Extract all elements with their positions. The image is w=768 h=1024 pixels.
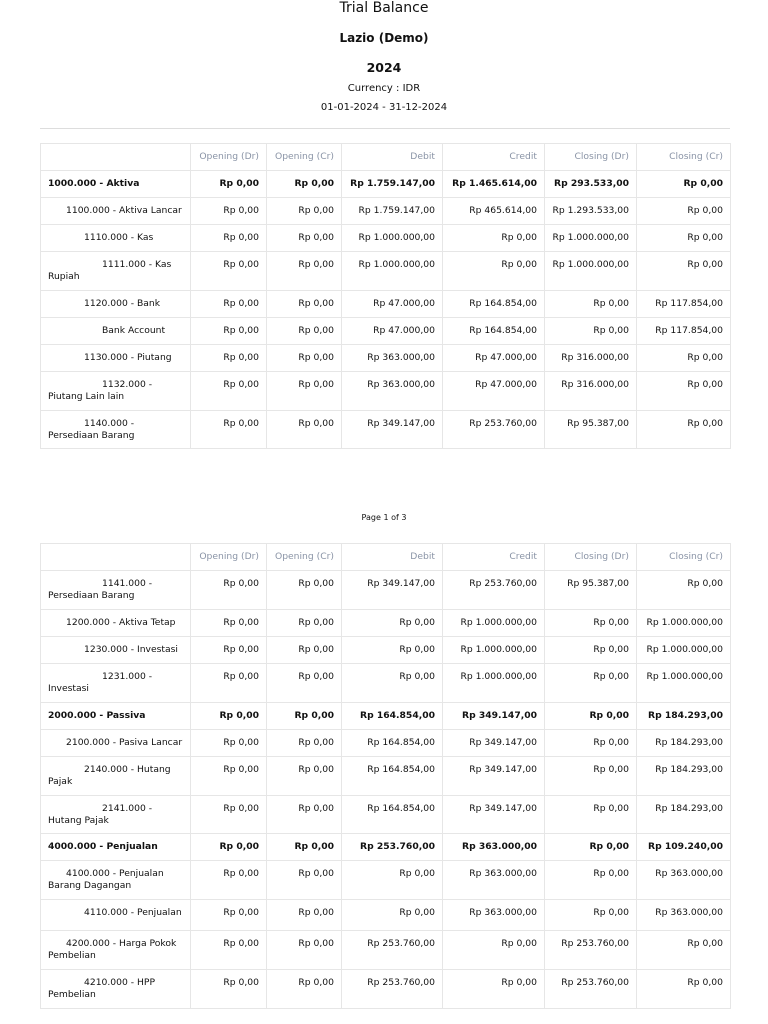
column-header-credit: Credit [443, 144, 545, 171]
account-name-cell [41, 757, 191, 796]
report-year: 2024 [366, 60, 402, 75]
cell-credit: Rp 0,00 [443, 225, 545, 252]
cell-closing-dr: Rp 0,00 [545, 664, 637, 703]
cell-opening-dr: Rp 0,00 [191, 291, 267, 318]
account-name: Bank Account [102, 325, 166, 336]
column-header-credit: Credit [443, 544, 545, 571]
cell-opening-dr: Rp 0,00 [191, 664, 267, 703]
account-name: 1120.000 - Bank [84, 298, 161, 309]
cell-opening-dr: Rp 0,00 [191, 703, 267, 730]
account-name: 4210.000 - HPP Pembelian [48, 977, 155, 1000]
column-header-debit: Debit [342, 144, 443, 171]
account-name: 2140.000 - Hutang Pajak [48, 764, 171, 787]
cell-closing-dr: Rp 0,00 [545, 291, 637, 318]
cell-closing-cr: Rp 0,00 [637, 571, 731, 610]
cell-opening-dr: Rp 0,00 [191, 318, 267, 345]
cell-closing-dr: Rp 0,00 [545, 703, 637, 730]
cell-credit: Rp 349.147,00 [443, 703, 545, 730]
cell-closing-cr: Rp 184.293,00 [637, 796, 731, 834]
table-row [41, 610, 731, 637]
account-name-cell [41, 411, 191, 449]
account-name: 1111.000 - Kas Rupiah [48, 259, 172, 282]
table-row [41, 318, 731, 345]
table-row [41, 703, 731, 730]
account-name: 2100.000 - Pasiva Lancar [66, 737, 183, 748]
cell-debit: Rp 1.000.000,00 [342, 252, 443, 291]
table-row [41, 411, 731, 449]
cell-closing-cr: Rp 1.000.000,00 [637, 664, 731, 703]
cell-closing-cr: Rp 0,00 [637, 931, 731, 970]
table-row [41, 171, 731, 198]
cell-opening-dr: Rp 0,00 [191, 730, 267, 757]
account-name: 1141.000 - Persediaan Barang [48, 578, 153, 601]
cell-closing-dr: Rp 316.000,00 [545, 345, 637, 372]
account-name-cell [41, 318, 191, 345]
cell-opening-cr: Rp 0,00 [267, 411, 342, 449]
table-row [41, 637, 731, 664]
account-name: 2141.000 - Hutang Pajak [48, 803, 153, 826]
cell-opening-cr: Rp 0,00 [267, 703, 342, 730]
cell-closing-dr: Rp 1.000.000,00 [545, 252, 637, 291]
cell-closing-dr: Rp 0,00 [545, 318, 637, 345]
column-header-closing-dr: Closing (Dr) [545, 144, 637, 171]
cell-credit: Rp 164.854,00 [443, 318, 545, 345]
cell-closing-dr: Rp 95.387,00 [545, 411, 637, 449]
cell-closing-dr: Rp 253.760,00 [545, 931, 637, 970]
cell-debit: Rp 253.760,00 [342, 970, 443, 1009]
account-name-cell [41, 198, 191, 225]
cell-closing-dr: Rp 316.000,00 [545, 372, 637, 411]
cell-opening-dr: Rp 0,00 [191, 411, 267, 449]
account-name: 1132.000 - Piutang Lain lain [48, 379, 153, 402]
account-name-cell [41, 252, 191, 291]
cell-opening-cr: Rp 0,00 [267, 730, 342, 757]
cell-closing-cr: Rp 109.240,00 [637, 834, 731, 861]
cell-opening-dr: Rp 0,00 [191, 252, 267, 291]
trial-balance-table-page-2 [40, 543, 731, 1009]
account-name-cell [41, 970, 191, 1009]
cell-credit: Rp 253.760,00 [443, 571, 545, 610]
column-header-debit: Debit [342, 544, 443, 571]
cell-opening-dr: Rp 0,00 [191, 796, 267, 834]
table-row [41, 931, 731, 970]
table-header-row [41, 544, 731, 571]
cell-closing-cr: Rp 0,00 [637, 198, 731, 225]
cell-closing-dr: Rp 0,00 [545, 730, 637, 757]
cell-opening-dr: Rp 0,00 [191, 757, 267, 796]
cell-credit: Rp 0,00 [443, 931, 545, 970]
cell-debit: Rp 0,00 [342, 900, 443, 931]
cell-opening-cr: Rp 0,00 [267, 372, 342, 411]
header-divider [40, 128, 730, 129]
account-name-cell [41, 861, 191, 900]
account-name: 4110.000 - Penjualan [84, 907, 182, 918]
table-row [41, 757, 731, 796]
cell-credit: Rp 363.000,00 [443, 900, 545, 931]
cell-credit: Rp 253.760,00 [443, 411, 545, 449]
account-name: 4100.000 - Penjualan Barang Dagangan [48, 868, 164, 891]
cell-debit: Rp 0,00 [342, 637, 443, 664]
cell-opening-cr: Rp 0,00 [267, 345, 342, 372]
cell-opening-cr: Rp 0,00 [267, 318, 342, 345]
column-header-opening-dr: Opening (Dr) [191, 144, 267, 171]
report-title: Trial Balance [339, 0, 429, 16]
cell-opening-cr: Rp 0,00 [267, 291, 342, 318]
account-name-cell [41, 571, 191, 610]
cell-opening-cr: Rp 0,00 [267, 861, 342, 900]
cell-debit: Rp 47.000,00 [342, 291, 443, 318]
cell-debit: Rp 0,00 [342, 861, 443, 900]
cell-closing-dr: Rp 1.293.533,00 [545, 198, 637, 225]
cell-closing-cr: Rp 363.000,00 [637, 900, 731, 931]
table-header-row [41, 144, 731, 171]
account-name: 1231.000 - Investasi [48, 671, 153, 694]
cell-opening-cr: Rp 0,00 [267, 198, 342, 225]
account-name: 1110.000 - Kas [84, 232, 154, 243]
account-name-cell [41, 291, 191, 318]
account-name: 1200.000 - Aktiva Tetap [66, 617, 176, 628]
cell-opening-cr: Rp 0,00 [267, 796, 342, 834]
cell-closing-dr: Rp 0,00 [545, 610, 637, 637]
cell-closing-dr: Rp 0,00 [545, 757, 637, 796]
cell-opening-dr: Rp 0,00 [191, 834, 267, 861]
cell-closing-cr: Rp 0,00 [637, 171, 731, 198]
cell-closing-dr: Rp 1.000.000,00 [545, 225, 637, 252]
cell-closing-cr: Rp 0,00 [637, 372, 731, 411]
account-name: 1230.000 - Investasi [84, 644, 178, 655]
table-row [41, 372, 731, 411]
cell-credit: Rp 0,00 [443, 252, 545, 291]
account-name-cell [41, 664, 191, 703]
table-row [41, 198, 731, 225]
column-header-account [41, 544, 191, 571]
period-range: 01-01-2024 - 31-12-2024 [320, 102, 448, 113]
cell-opening-cr: Rp 0,00 [267, 757, 342, 796]
cell-credit: Rp 0,00 [443, 970, 545, 1009]
table-row [41, 796, 731, 834]
cell-opening-cr: Rp 0,00 [267, 900, 342, 931]
table-row [41, 834, 731, 861]
cell-debit: Rp 0,00 [342, 664, 443, 703]
account-name-cell [41, 900, 191, 931]
cell-debit: Rp 47.000,00 [342, 318, 443, 345]
cell-credit: Rp 1.465.614,00 [443, 171, 545, 198]
cell-closing-cr: Rp 184.293,00 [637, 757, 731, 796]
column-header-closing-dr: Closing (Dr) [545, 544, 637, 571]
account-name-cell [41, 372, 191, 411]
cell-credit: Rp 349.147,00 [443, 757, 545, 796]
cell-credit: Rp 47.000,00 [443, 372, 545, 411]
column-header-opening-cr: Opening (Cr) [267, 544, 342, 571]
cell-closing-cr: Rp 184.293,00 [637, 730, 731, 757]
cell-closing-cr: Rp 0,00 [637, 411, 731, 449]
table-row [41, 225, 731, 252]
table-row [41, 730, 731, 757]
cell-credit: Rp 363.000,00 [443, 834, 545, 861]
cell-opening-cr: Rp 0,00 [267, 834, 342, 861]
account-name-cell [41, 345, 191, 372]
cell-opening-dr: Rp 0,00 [191, 970, 267, 1009]
cell-opening-cr: Rp 0,00 [267, 225, 342, 252]
cell-closing-dr: Rp 0,00 [545, 861, 637, 900]
cell-opening-cr: Rp 0,00 [267, 931, 342, 970]
account-name: 1140.000 - Persediaan Barang [48, 418, 135, 441]
account-name: 1100.000 - Aktiva Lancar [66, 205, 182, 216]
cell-closing-cr: Rp 0,00 [637, 252, 731, 291]
cell-debit: Rp 253.760,00 [342, 931, 443, 970]
column-header-opening-cr: Opening (Cr) [267, 144, 342, 171]
cell-credit: Rp 1.000.000,00 [443, 664, 545, 703]
cell-closing-dr: Rp 95.387,00 [545, 571, 637, 610]
cell-credit: Rp 164.854,00 [443, 291, 545, 318]
cell-closing-dr: Rp 0,00 [545, 637, 637, 664]
cell-opening-dr: Rp 0,00 [191, 931, 267, 970]
table-row [41, 970, 731, 1009]
cell-opening-dr: Rp 0,00 [191, 345, 267, 372]
cell-closing-cr: Rp 0,00 [637, 345, 731, 372]
cell-closing-cr: Rp 1.000.000,00 [637, 610, 731, 637]
table-row [41, 345, 731, 372]
cell-closing-cr: Rp 363.000,00 [637, 861, 731, 900]
cell-debit: Rp 1.000.000,00 [342, 225, 443, 252]
cell-debit: Rp 164.854,00 [342, 730, 443, 757]
cell-opening-cr: Rp 0,00 [267, 171, 342, 198]
cell-credit: Rp 1.000.000,00 [443, 610, 545, 637]
cell-closing-dr: Rp 253.760,00 [545, 970, 637, 1009]
cell-opening-cr: Rp 0,00 [267, 970, 342, 1009]
cell-credit: Rp 47.000,00 [443, 345, 545, 372]
cell-closing-dr: Rp 0,00 [545, 796, 637, 834]
column-header-opening-dr: Opening (Dr) [191, 544, 267, 571]
account-name: 1130.000 - Piutang [84, 352, 172, 363]
account-name-cell [41, 610, 191, 637]
company-name: Lazio (Demo) [339, 31, 429, 45]
table-row [41, 252, 731, 291]
currency-label: Currency : IDR [347, 83, 421, 94]
cell-opening-dr: Rp 0,00 [191, 610, 267, 637]
cell-debit: Rp 0,00 [342, 610, 443, 637]
cell-closing-cr: Rp 0,00 [637, 225, 731, 252]
cell-debit: Rp 349.147,00 [342, 571, 443, 610]
account-name-cell [41, 796, 191, 834]
cell-closing-cr: Rp 117.854,00 [637, 291, 731, 318]
cell-opening-cr: Rp 0,00 [267, 252, 342, 291]
cell-credit: Rp 465.614,00 [443, 198, 545, 225]
cell-debit: Rp 164.854,00 [342, 796, 443, 834]
cell-closing-dr: Rp 293.533,00 [545, 171, 637, 198]
cell-debit: Rp 349.147,00 [342, 411, 443, 449]
cell-opening-dr: Rp 0,00 [191, 637, 267, 664]
cell-debit: Rp 363.000,00 [342, 345, 443, 372]
page-number: Page 1 of 3 [361, 513, 407, 522]
cell-opening-cr: Rp 0,00 [267, 571, 342, 610]
cell-closing-dr: Rp 0,00 [545, 834, 637, 861]
cell-opening-cr: Rp 0,00 [267, 637, 342, 664]
account-name-cell [41, 703, 191, 730]
cell-opening-dr: Rp 0,00 [191, 171, 267, 198]
cell-credit: Rp 363.000,00 [443, 861, 545, 900]
account-name-cell [41, 931, 191, 970]
cell-closing-dr: Rp 0,00 [545, 900, 637, 931]
account-name-cell [41, 225, 191, 252]
cell-opening-cr: Rp 0,00 [267, 664, 342, 703]
account-name: 2000.000 - Passiva [48, 710, 146, 721]
table-row [41, 291, 731, 318]
cell-debit: Rp 164.854,00 [342, 757, 443, 796]
cell-debit: Rp 253.760,00 [342, 834, 443, 861]
cell-credit: Rp 349.147,00 [443, 730, 545, 757]
cell-credit: Rp 1.000.000,00 [443, 637, 545, 664]
cell-opening-dr: Rp 0,00 [191, 225, 267, 252]
trial-balance-table-page-1 [40, 143, 731, 449]
cell-debit: Rp 1.759.147,00 [342, 171, 443, 198]
cell-credit: Rp 349.147,00 [443, 796, 545, 834]
cell-debit: Rp 363.000,00 [342, 372, 443, 411]
account-name-cell [41, 637, 191, 664]
column-header-closing-cr: Closing (Cr) [637, 144, 731, 171]
account-name-cell [41, 730, 191, 757]
account-name-cell [41, 171, 191, 198]
table-row [41, 861, 731, 900]
table-row [41, 900, 731, 931]
cell-opening-cr: Rp 0,00 [267, 610, 342, 637]
cell-closing-cr: Rp 0,00 [637, 970, 731, 1009]
cell-closing-cr: Rp 1.000.000,00 [637, 637, 731, 664]
cell-closing-cr: Rp 117.854,00 [637, 318, 731, 345]
column-header-closing-cr: Closing (Cr) [637, 544, 731, 571]
account-name: 4200.000 - Harga Pokok Pembelian [48, 938, 177, 961]
cell-closing-cr: Rp 184.293,00 [637, 703, 731, 730]
cell-debit: Rp 164.854,00 [342, 703, 443, 730]
cell-debit: Rp 1.759.147,00 [342, 198, 443, 225]
table-row [41, 664, 731, 703]
account-name: 4000.000 - Penjualan [48, 841, 158, 852]
cell-opening-dr: Rp 0,00 [191, 861, 267, 900]
cell-opening-dr: Rp 0,00 [191, 372, 267, 411]
account-name: 1000.000 - Aktiva [48, 178, 140, 189]
table-row [41, 571, 731, 610]
cell-opening-dr: Rp 0,00 [191, 571, 267, 610]
account-name-cell [41, 834, 191, 861]
cell-opening-dr: Rp 0,00 [191, 900, 267, 931]
column-header-account [41, 144, 191, 171]
cell-opening-dr: Rp 0,00 [191, 198, 267, 225]
